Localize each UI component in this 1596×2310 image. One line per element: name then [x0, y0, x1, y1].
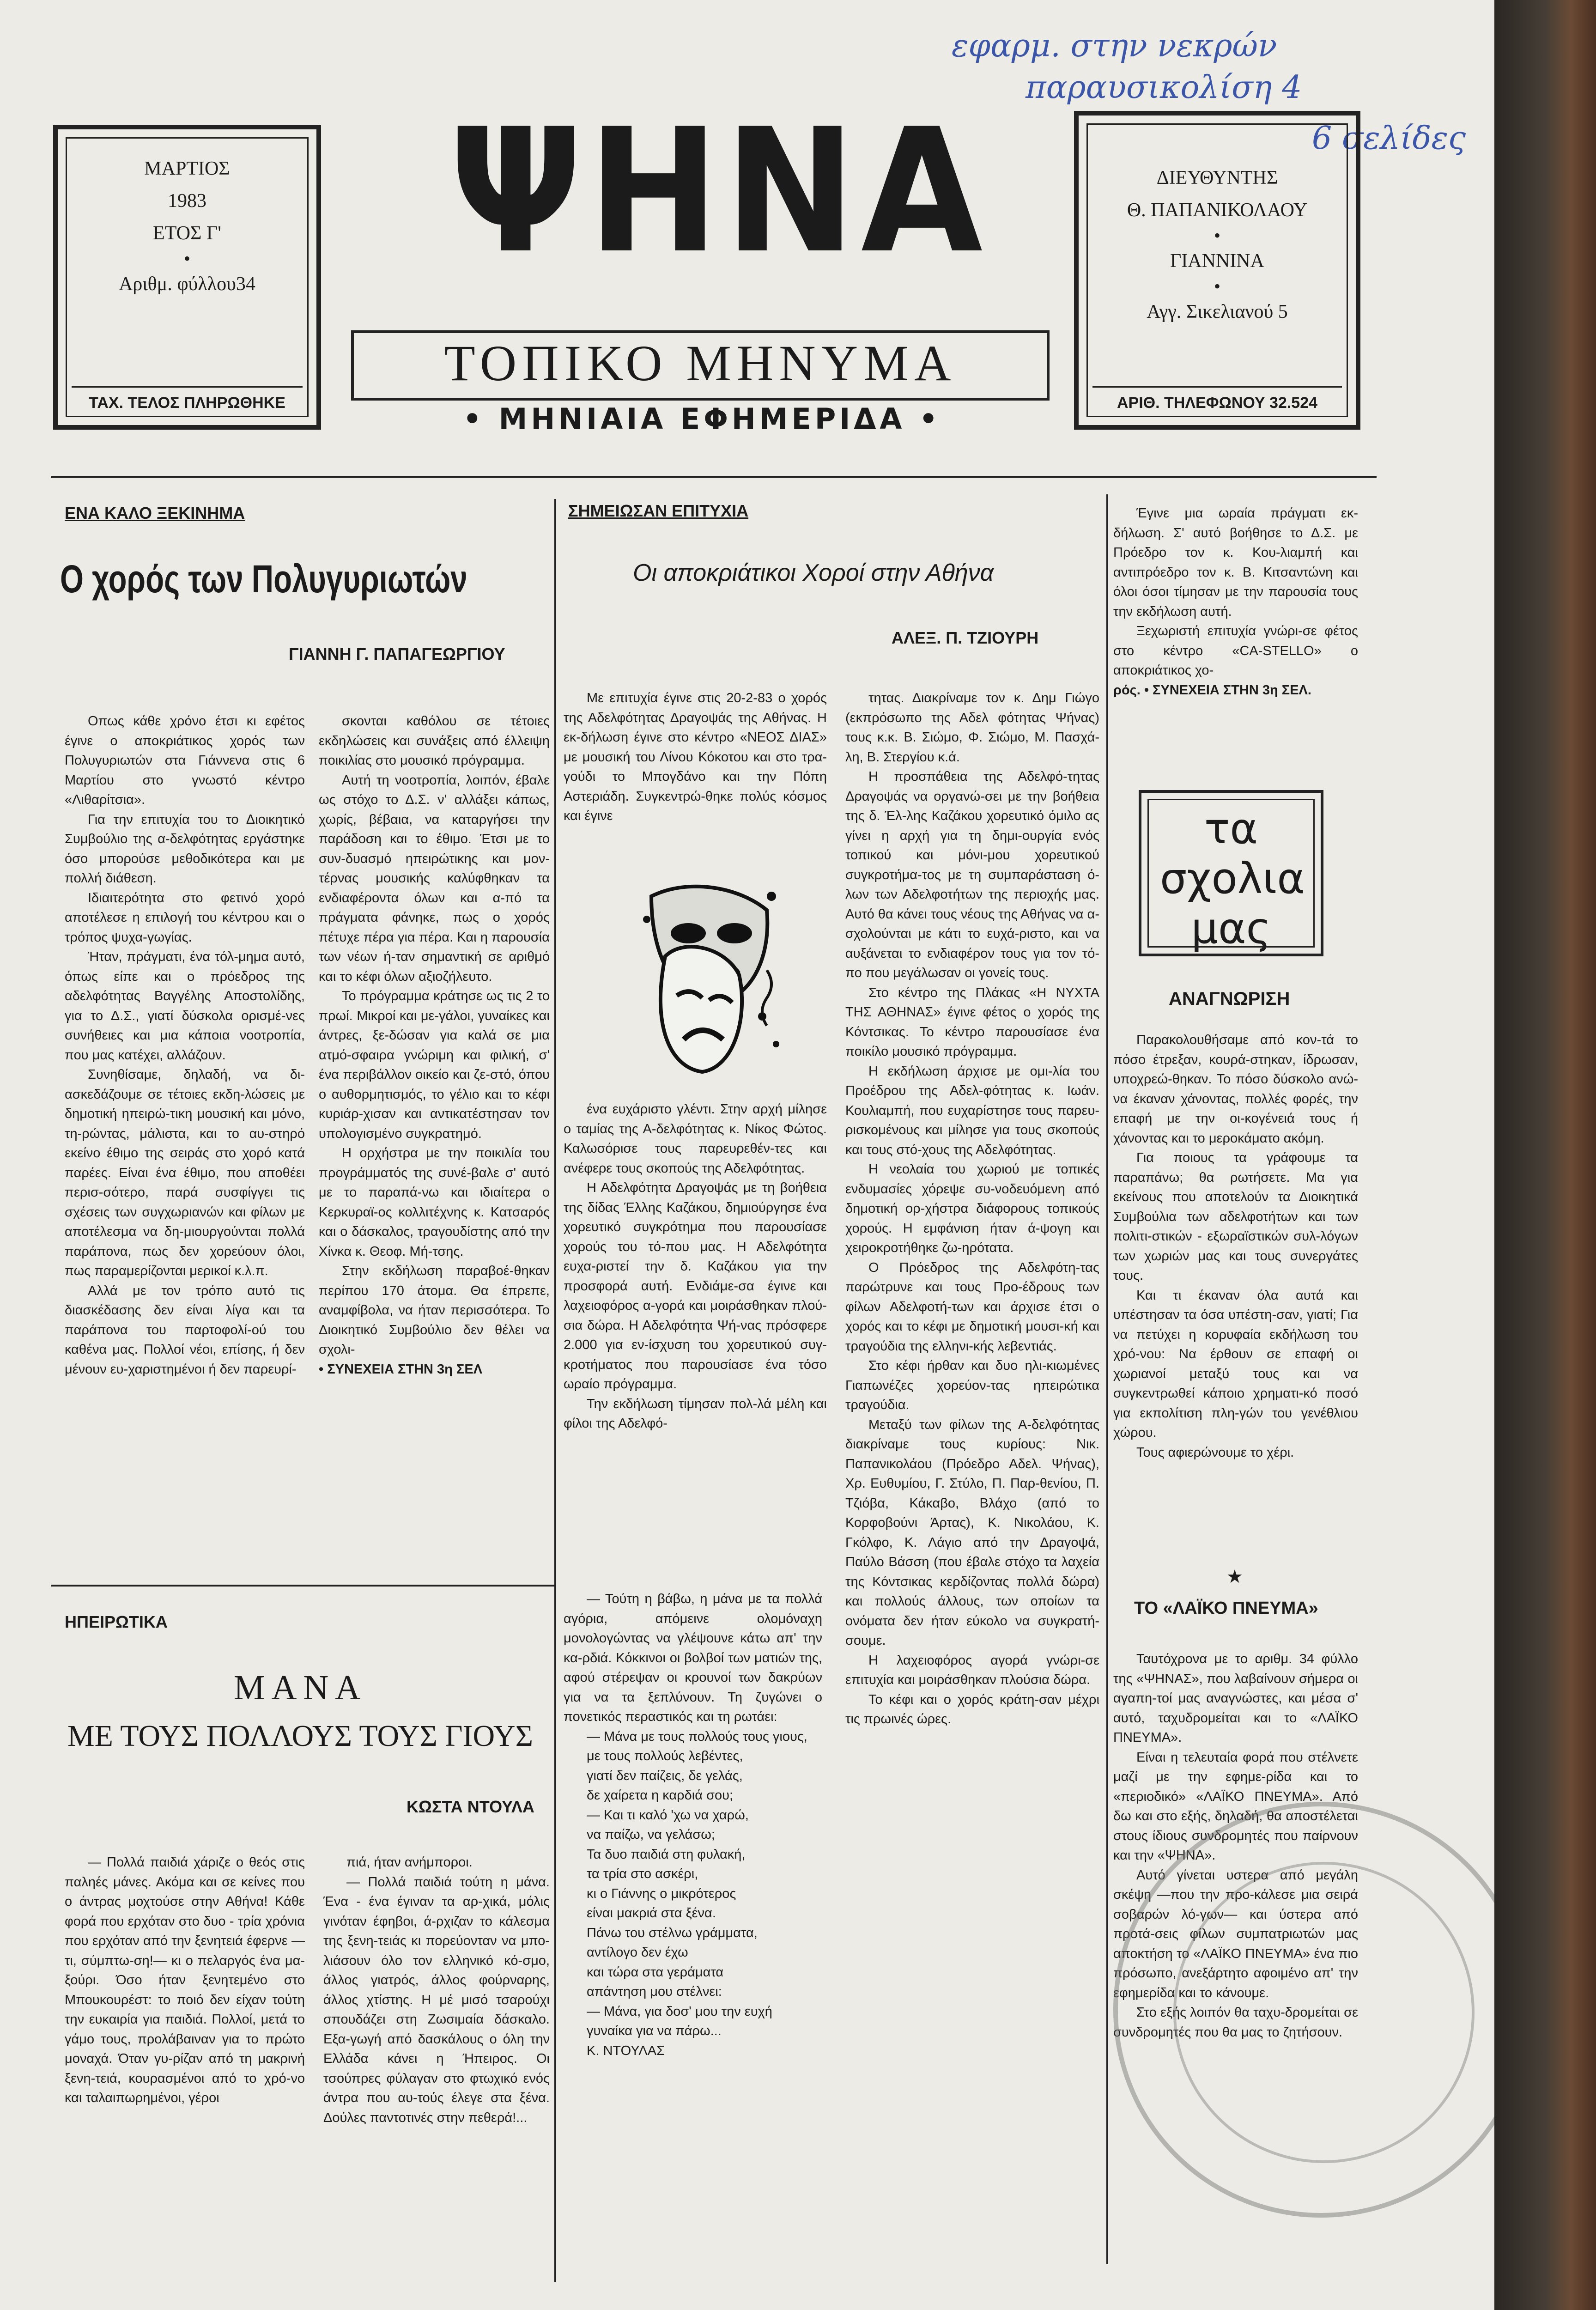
paragraph: απάντηση μου στέλνει: [587, 1984, 722, 1999]
paragraph: Μεταξύ των φίλων της Α-δελφότητας διακρίναμε τους κυρίους: Νικ. Παπανικολάου (Πρόεδρο Αδελ. Ψήνας), Χρ. Ευθυμίου, Γ. Στύλο, Π. Παρ-θενίου, Π. Τζιόβα, Κάκαβο, Βλάχο (από το Κορφοβούνι Άρτας), Κ. Νικολάου, Κ. Γκόλφο, Κ. Λάγιο από την Δραγοψά, Παύλο Βάσση (που έβαλε στόχο τα λαχεία της Κόντσικας κερδίζοντας πολλά δώρα) και πολλούς άλλους, των οποίων τα ονόματα δεν ήταν εύκολο να συγκρατή-σουμε. [845, 1417, 1099, 1648]
masthead-subtitle: ΤΟΠΙΚΟ ΜΗΝΥΜΑ [351, 330, 1050, 401]
paragraph: Ο Πρόεδρος της Αδελφότη-τας παρώτρυνε και τους Προ-έδρους των φίλων Αδελφοτή-των και άρχισε έτσι ο χορός και το κέφι με δημοτική μουσι-κή και τραγούδια της ελληνι-κής λεβεντιάς. [845, 1260, 1099, 1354]
article1-title: Ο χορός των Πολυγυριωτών [60, 557, 467, 601]
header-rule [51, 476, 1377, 478]
paragraph: Ταυτόχρονα με το αριθμ. 34 φύλλο της «ΨΗΝΑΣ», που λαβαίνουν σήμερα οι αγαπη-τοί μας αναγνώστες, και μέσα σ' αυτό, ταχυδρομείται και το «ΛΑΪΚΟ ΠΝΕΥΜΑ». [1113, 1652, 1358, 1745]
column-rule [1106, 494, 1108, 2264]
paragraph: — Και τι καλό 'χω να χαρώ, [587, 1807, 749, 1823]
paragraph: Τα δυο παιδιά στη φυλακή, [587, 1847, 746, 1862]
comments-box: τα σχολια μας [1139, 790, 1323, 956]
paragraph: γυναίκα για να πάρω... [587, 2024, 722, 2038]
paragraph: Οπως κάθε χρόνο έτσι κι εφέτος έγινε ο αποκριάτικος χορός των Πολυγυριωτών στα Γιάννενα στις 6 Μαρτίου στο γνωστό κέντρο «Λιθαρίτσια». [65, 714, 305, 807]
handwritten-note-2: παραυσικολίση 4 [1026, 69, 1302, 106]
paragraph: Αυτό γίνεται υστερα από μεγάλη σκέψη —που την προ-κάλεσε μια σειρά σοβαρών λό-γων— και ύστερα από προτά-σεις φίλων συμπατριωτών μας αποκτήση το «ΛΑΪΚΟ ΠΝΕΥΜΑ» ένα πιο πρόσωπο, ανεξάρτητο αφοιμένο απ' την εφημερίδα και το κάνουμε. [1113, 1867, 1358, 2000]
paragraph: Η εκδήλωση άρχισε με ομι-λία του Προέδρου της Αδελ-φότητας κ. Ιωάν. Κουλιαμπή, που ευχαρίστησε τους παρευ-ρισκομένους και μίλησε για τους σκοπούς και τους στό-χους της Αδελφότητας. [845, 1064, 1099, 1157]
paragraph: Το κέφι και ο χορός κράτη-σαν μέχρι τις πρωινές ώρες. [845, 1692, 1099, 1726]
paragraph: Στο κέφι ήρθαν και δυο ηλι-κιωμένες Γιαπωνέζες χορεύον-τας ηπειρώτικα τραγούδια. [845, 1358, 1099, 1412]
paragraph: κι ο Γιάννης ο μικρότερος [587, 1886, 736, 1901]
paragraph: Και τι έκαναν όλα αυτά και υπέστησαν τα όσα υπέστη-σαν, γιατί; Για να πετύχει η κορυφαία εκδήλωση του χρό-νου: Να έρθουν σε επαφή οι χωριανοί μεταξύ τους και να συγκεντρωθεί κάποιο χρηματι-κό ποσό για εκπολίτιση πλη-γών του γενέθλιου χώρου. [1113, 1288, 1358, 1440]
article3-title-2: ΜΕ ΤΟΥΣ ΠΟΛΛΟΥΣ ΤΟΥΣ ΓΙΟΥΣ [67, 1719, 533, 1753]
paragraph: γιατί δεν παίζεις, δε γελάς, [587, 1768, 743, 1783]
paragraph: και τώρα στα γεράματα [587, 1964, 724, 1980]
paragraph: Στην εκδήλωση παραβοέ-θηκαν περίπου 170 άτομα. Θα έπρεπε, αναμφίβολα, να ήταν περισσότερα. Το Διοικητικό Συμβούλιο δεν θέλει να σχολι- [319, 1264, 550, 1357]
paragraph: Η λαχειοφόρος αγορά γνώρι-σε επιτυχία και μοιράσθηκαν πλούσια δώρα. [845, 1653, 1099, 1687]
paragraph: Η προσπάθεια της Αδελφό-τητας Δραγοψάς να οργανώ-σει με την βοήθεια της δ. Έλ-λης Καζάκου χορευτικό όμιλο ας γίνει η αρχή για τη δημι-ουργία ενός τοπικού και μόνι-μου χορευτικού συγκροτήμα-τος με τη συμπαράσταση ό-λων των Αδελφοτήτων της περιοχής μας. Αυτό θα κάνει τους νέους της Αθήνας να α-σχολούνται με κάτι το ευχά-ριστο, και να αυξάνεται το ενδιαφέρον τους για τον τό-πο που μεγάλωσαν οι γονείς τους. [845, 769, 1099, 980]
paragraph: — Πολλά παιδιά χάριζε ο θεός στις παληές μάνες. Ακόμα και σε κείνες που ο άντρας μοχτούσε στην Αθήνα! Κάθε φορά που ερχόταν στο δυο - τρία χρόνια που ερχόταν από την ξενητειά έφερνε —τι, σύμπτω-ση!— κι ο πελαργός ένα μα-ξούρι. Όσο ήταν ξενητεμένο στο Μπουκουρέστ: το ποιό δεν είχαν τούτη την ευκαιρία για παιδιά. Πολλοί, μετά το γάμο τους, προλάβαιναν για το πρώτο μοναχά. Όταν γυ-ρίζαν από τη μακρινή ξενη-τειά, κουρασμένοι από το χρό-νο και ταλαιπωρημένοι, γέροι [65, 1855, 305, 2105]
bullet: • [1214, 225, 1220, 246]
paragraph: Η νεολαία του χωριού με τοπικές ενδυμασίες χόρεψε συ-νοδευόμενη από δημοτική ορ-χήστρα διάφορους τοπικούς χορούς. Η εμφάνιση ήταν ά-ψογη και χειροκροτήθηκε ζω-ηρότατα. [845, 1162, 1099, 1255]
paragraph: — Τούτη η βάβω, η μάνα με τα πολλά αγόρια, απόμεινε ολομόναχη μονολογώντας να γλέψουνε κάτω απ' την κα-ρδιά. Κόκκινοι οι βολβοί των ματιών της, αφού στέρεψαν οι κρουνοί των δακρύων για να τα ξεπλύνουν. Τη ζυγώνει ο πονετικός περαστικός και τη ρωτάει: [564, 1592, 822, 1724]
paragraph: Τους αφιερώνουμε το χέρι. [1136, 1445, 1294, 1460]
director-name: Θ. ΠΑΠΑΝΙΚΟΛΑΟΥ [1127, 200, 1308, 221]
paragraph: είναι μακριά στα ξένα. [587, 1906, 716, 1921]
paragraph: Ήταν, πράγματι, ένα τόλ-μημα αυτό, όπως είπε και ο πρόεδρος της αδελφότητας Βαγγέλης Αποστολίδης, για το Δ.Σ., γιατί δύσκολα ορισμέ-νες συνήθειες και μια κάποια νοοτροπία, που μας κατέχει, αλλάζουν. [65, 949, 305, 1063]
bullet: • [1214, 276, 1220, 297]
paragraph: — Πολλά παιδιά τούτη η μάνα. Ένα - ένα έγιναν τα αρ-χικά, μόλις γινόταν έφηβοι, ά-ρχιζαν το κάλεσμα της ξενη-τειάς κι πορεύονταν να μπο-λιάσουν όλο τον ελληνικό κό-σμο, άλλος γιατρός, άλλος φούρναρης, άλλος χτίστης. Η μέ μισό τσαρούχι σπουδάζει στη Ζωσιμαία δάσκαλο. Εξα-γωγή από δασκάλους ο όλη την Ελλάδα κάνει η Ήπειρος. Οι τσούπρες φύλαγαν στο φτωχικό ενός άντρα που αυ-τούς έλεγε στα ξένα. Δούλες παντοτινές στην πεθερά!... [323, 1874, 550, 2125]
paragraph: Το πρόγραμμα κράτησε ως τις 2 το πρωί. Μικροί και με-γάλοι, γυναίκες και άντρες, ξε-δώσαν για καλά σε μια ατμό-σφαιρα γνώριμη και φιλική, σ' ένα περιβάλλον οικείο και ζε-στό, όπου ο αυθορμητισμός, το γέλιο και το κέφι κυριάρ-χισαν και αντικατέστησαν τον υπολογισμένο συγκρατημό. [319, 989, 550, 1141]
paragraph: τητας. Διακρίναμε τον κ. Δημ Γιώγο (εκπρόσωπο της Αδελ φότητας Ψήνας) τους κ.κ. Β. Σιώμο, Φ. Σιώμο, Μ. Πασχά-λη, Β. Στεργίου κ.ά. [845, 691, 1099, 765]
paragraph: με τους πολλούς λεβέντες, [587, 1749, 743, 1763]
article2-byline: ΑΛΕΞ. Π. ΤΖΙΟΥΡΗ [892, 628, 1039, 647]
book-binding [1494, 0, 1596, 2310]
address: Αγγ. Σικελιανού 5 [1147, 301, 1288, 322]
column-rule [554, 499, 556, 2282]
issue-number: Αριθμ. φύλλου34 [119, 274, 255, 295]
paragraph: πιά, ήταν ανήμποροι. [346, 1855, 473, 1870]
article3-title-1: ΜΑΝΑ [233, 1668, 367, 1707]
paragraph: να παίζω, να γελάσω; [587, 1827, 715, 1842]
article1-column-1 [65, 711, 305, 1379]
comments-body [1113, 1030, 1358, 1462]
paragraph: Για την επιτυχία του το Διοικητικό Συμβούλιο της α-δελφότητας εργάστηκε όσο μπορούσε μεθοδικότερα και με πολλή διάθεση. [65, 812, 305, 886]
paragraph: Η Αδελφότητα Δραγοψάς με τη βοήθεια της δίδας Έλλης Καζάκου, δημιούργησε ένα χορευτικό συγκρότημα που παρουσίασε χορούς του τό-που μας. Η Αδελφότητα ευχα-ριστεί την δ. Καζάκου για την προσφορά αυτή. Ενδιάμε-σα έγινε και λαχειοφόρος α-γορά και μοιράσθηκαν πλού-σια δώρα. Η Αδελφότητα Ψή-νας πρόσφερε 2.000 για εν-ίσχυση του χορευτικού συγ-κροτήματος που παρουσίασε ένα τόσο ωραίο πρόγραμμα. [564, 1180, 827, 1392]
article1-kicker: ΕΝΑ ΚΑΛΟ ΞΕΚΙΝΗΜΑ [65, 504, 245, 523]
comments-subhead: ΑΝΑΓΝΩΡΙΣΗ [1169, 989, 1290, 1009]
paragraph: αντίλογο δεν έχω [587, 1945, 688, 1960]
section-rule [51, 1585, 554, 1587]
paragraph: Αυτή τη νοοτροπία, λοιπόν, έβαλε ως στόχο το Δ.Σ. ν' αλλάξει κάπως, χωρίς, βέβαια, να καταργήσει την παράδοση και το έθιμο. Έτσι με το συν-δυασμό ηπειρώτικης και μον-τέρνας μουσικής καλύφθηκαν τα ενδιαφέροντα όλων και α-πό τα πράγματα φάνηκε, πως ο χορός πέτυχε πέρα για πέρα. Και η παρουσία των νέων ή-ταν σημαντική σε αριθμό και το κέφι όλων αξιοζήλευτο. [319, 772, 550, 984]
article2-kicker: ΣΗΜΕΙΩΣΑΝ ΕΠΙΤΥΧΙΑ [568, 501, 749, 520]
bullet: • [183, 248, 190, 269]
paragraph: Για ποιους τα γράφουμε τα παραπάνω; θα ρωτήσετε. Μα για εκείνους που αποτελούν τα Διοικητικά Συμβούλια των αδελφοτήτων και των πολιτι-στικών - εξωραϊστικών συλ-λόγων των χωριών μας και τους συνεργάτες τους. [1113, 1150, 1358, 1283]
paragraph: Αλλά με τον τρόπο αυτό τις διασκέδασης δεν είναι λίγα και τα παράπονα του παρτοφολί-ού του καθένα μας. Πολλοί νέοι, επίσης, ή δεν μένουν ευ-χαριστημένοι ή δεν παρευρί- [65, 1283, 305, 1377]
handwritten-note-1: εφαρμ. στην νεκρών [952, 28, 1277, 64]
paragraph: Έγινε μια ωραία πράγματι εκ-δήλωση. Σ' αυτό βοήθησε το Δ.Σ. με Πρόεδρο τον κ. Κου-λιαμπή και αντιπρόεδρο τον κ. Β. Κιτσαντώνη και όλοι όσοι τίμησαν με την παρουσία τους την εκδήλωση αυτή. [1113, 506, 1358, 619]
theatre-masks-illustration [633, 878, 790, 1081]
issue-month: ΜΑΡΤΙΟΣ [144, 158, 230, 179]
folk-spirit-subhead: ΤΟ «ΛΑΪΚΟ ΠΝΕΥΜΑ» [1134, 1599, 1318, 1618]
handwritten-note-3: 6 σελίδες [1312, 120, 1466, 157]
paragraph: Ιδιαιτερότητα στο φετινό χορό αποτέλεσε η επιλογή του κέντρου και ο τρόπος ψυχα-γωγίας. [65, 890, 305, 945]
paragraph: δε χαίρετα η καρδιά σου; [587, 1788, 734, 1803]
continued-note: • ΣΥΝΕΧΕΙΑ ΣΤΗΝ 3η ΣΕΛ [319, 1362, 483, 1377]
paragraph: Κ. ΝΤΟΥΛΑΣ [587, 2043, 665, 2058]
article2-column-1 [564, 688, 827, 826]
postage-paid: ΤΑΧ. ΤΕΛΟΣ ΠΛΗΡΩΘΗΚΕ [72, 386, 303, 412]
paragraph: — Μάνα με τους πολλούς τους γιους, [587, 1729, 807, 1744]
right-info-box [1074, 111, 1360, 430]
article2-column-2 [845, 688, 1099, 1729]
paragraph: — Μάνα, για δοσ' μου την ευχή [587, 2004, 772, 2019]
issue-year: 1983 [168, 190, 206, 212]
article3-kicker: ΗΠΕΙΡΩΤΙΚΑ [65, 1612, 168, 1631]
article1-byline: ΓΙΑΝΝΗ Γ. ΠΑΠΑΓΕΩΡΓΙΟΥ [289, 644, 505, 663]
star-separator: ★ [1226, 1567, 1243, 1587]
phone-number: ΑΡΙΘ. ΤΗΛΕΦΩΝΟΥ 32.524 [1092, 386, 1342, 412]
director-label: ΔΙΕΥΘΥΝΤΗΣ [1156, 167, 1278, 188]
paragraph: Είναι η τελευταία φορά που στέλνετε μαζί με την εφημε-ρίδα και το «περιοδικό» «ΛΑΪΚΟ ΠΝΕΥΜΑ». Από δω και στο εξής, δηλαδή, θα αποστέλεται στους ίδιους συνδρομητές που παίρνουν και την «ΨΗΝΑ». [1113, 1750, 1358, 1863]
article3-byline: ΚΩΣΤΑ ΝΤΟΥΛΑ [407, 1797, 534, 1816]
paragraph: Την εκδήλωση τίμησαν πολ-λά μέλη και φίλοι της Αδελφό- [564, 1396, 827, 1431]
paragraph: Η ορχήστρα με την ποικιλία του προγράμματός της συνέ-βαλε σ' αυτό με το παραπά-νω και ιδιαίτερα ο Κερκυραϊ-ος κολλιτέχνης κ. Κατσαρός και ο δάσκαλος, τραγουδίστης από την Χίνκα κ. Θεοφ. Μή-τσης. [319, 1146, 550, 1259]
article2-title: Οι αποκριάτικοι Χοροί στην Αθήνα [633, 559, 994, 586]
paragraph: σκονται καθόλου σε τέτοιες εκδηλώσεις και συνάξεις από έλλειψη ποικιλίας στο μουσικό πρόγραμμα. [319, 714, 550, 768]
article2-column-1b [564, 1100, 827, 1434]
left-info-box [53, 125, 321, 430]
article3-column-3 [564, 1589, 822, 2061]
paragraph: τα τρία στο ασκέρι, [587, 1866, 698, 1881]
paragraph: Ξεχωριστή επιτυχία γνώρι-σε φέτος στο κέντρο «CA-STELLO» ο αποκριάτικος χο- [1113, 624, 1358, 678]
masthead-tagline: • ΜΗΝΙΑΙΑ ΕΦΗΜΕΡΙΔΑ • [463, 402, 941, 436]
issue-volume: ΕΤΟΣ Γ' [153, 223, 221, 244]
article3-column-1 [65, 1853, 305, 2108]
paragraph: Στο εξής λοιπόν θα ταχυ-δρομείται σε συνδρομητές που θα μας το ζητήσουν. [1113, 2005, 1358, 2040]
city: ΓΙΑΝΝΙΝΑ [1170, 250, 1264, 272]
article1-column-2 [319, 711, 550, 1379]
paragraph: Παρακολουθήσαμε από κον-τά το πόσο έτρεξαν, κουρά-στηκαν, ίδρωσαν, υποχρεώ-θηκαν. Το πόσο δύσκολο ανώ-να έκαναν χάνοντας, πολλές φορές, την επαφή με την οι-κογένειά τους ή χάνοντας και το μεροκάματο ακόμη. [1113, 1033, 1358, 1146]
right-column-top [1113, 504, 1358, 700]
paragraph: Συνηθίσαμε, δηλαδή, να δι-ασκεδάζουμε σε τέτοιες εκδη-λώσεις με δημοτική ηπειρώ-τικη μουσική και μόνο, τη-ρώντας, μάλιστα, και το αυ-στηρό εκείνο έθιμο της σειράς στο χορό κατά παρέες. Είναι ένα έθιμο, που αποθέει περισ-σότερο, παρά συσφίγγει τις σχέσεις των συγχωριανών και φίλων με αποτέλεσμα να δη-μιουργούνται πολλά παράπονα, πως δεν χορεύουν όλοι, πως παραμερίζονται μερικοί κ.λ.π. [65, 1067, 305, 1278]
paragraph: ένα ευχάριστο γλέντι. Στην αρχή μίλησε ο ταμίας της Α-δελφότητας κ. Νίκος Φώτος. Καλωσόρισε τους παρευρεθέν-τες και ανέφερε τους σκοπούς της Αδελφότητας. [564, 1102, 827, 1176]
paragraph: Στο κέντρο της Πλάκας «Η ΝΥΧΤΑ ΤΗΣ ΑΘΗΝΑΣ» έγινε φέτος ο χορός της Κόντσικας. Το κέντρο παρουσίασε ένα ποικίλο μουσικό πρόγραμμα. [845, 985, 1099, 1059]
masthead-title: ΨΗΝΑ [449, 92, 988, 291]
article3-column-2 [323, 1853, 550, 2128]
paragraph: Πάνω του στέλνω γράμματα, [587, 1925, 758, 1940]
paragraph: Με επιτυχία έγινε στις 20-2-83 ο χορός της Αδελφότητας Δραγοψάς της Αθήνας. Η εκ-δήλωση έγινε στο κέντρο «ΝΕΟΣ ΔΙΑΣ» με μουσική του Λίνου Κόκοτου και στο τρα-γούδι το Μπογδάνο και την Πόπη Αστεριάδη. Συγκεντρώ-θηκε πολύς κόσμος και έγινε [564, 691, 827, 823]
continued-note: ρός. • ΣΥΝΕΧΕΙΑ ΣΤΗΝ 3η ΣΕΛ. [1113, 682, 1311, 698]
